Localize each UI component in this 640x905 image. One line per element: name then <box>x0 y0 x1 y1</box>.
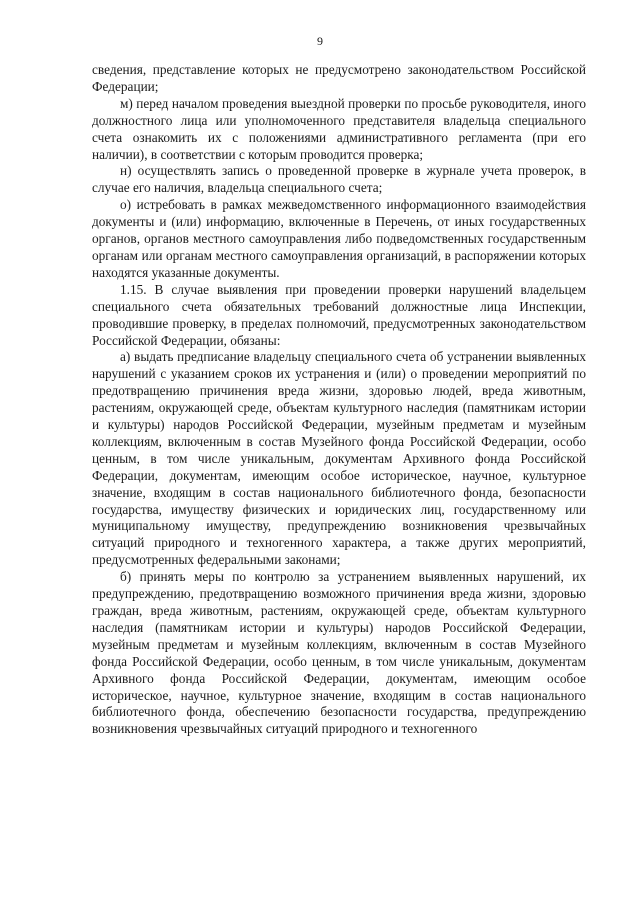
paragraph-item-n: н) осуществлять запись о проведенной проверке в журнале учета проверок, в случае его наличия, владельца специального счета; <box>92 163 586 196</box>
paragraph-item-o: о) истребовать в рамках межведомственного информационного взаимодействия документы и (или) информацию, включенные в Перечень, от иных государственных органов, органов местного самоуправления либо подведомственных государственным органам или органам местного самоуправления организаций, в распоряжении которых находятся указанные документы. <box>92 197 586 280</box>
document-body <box>92 62 586 738</box>
paragraph-item-m: м) перед началом проведения выездной проверки по просьбе руководителя, иного должностного лица или уполномоченного представителя владельца специального счета ознакомить их с положениями административного регламента (при его наличии), в соответствии с которым проводится проверка; <box>92 95 586 162</box>
page-number: 9 <box>317 34 323 48</box>
paragraph-section-1-15: 1.15. В случае выявления при проведении проверки нарушений владельцем специального счета обязательных требований должностные лица Инспекции, проводившие проверку, в пределах полномочий, предусмотренных законодательством Российской Федерации, обязаны: <box>92 281 586 348</box>
paragraph-continuation: сведения, представление которых не предусмотрено законодательством Российской Федерации; <box>92 62 586 94</box>
paragraph-item-b: б) принять меры по контролю за устранением выявленных нарушений, их предупреждению, предотвращению возможного причинения вреда жизни, здоровью граждан, вреда животным, растениям, окружающей среде, объектам культурного наследия (памятникам истории и культуры) народов Российской Федерации, музейным предметам и музейным коллекциям, включенным в состав Музейного фонда Российской Федерации, особо ценным, в том числе уникальным, документам Архивного фонда Российской Федерации, документам, имеющим особое историческое, научное, культурное значение, входящим в состав национального библиотечного фонда, обеспечению безопасности государства, предупреждению возникновения чрезвычайных ситуаций природного и техногенного <box>92 569 586 737</box>
paragraph-item-a: а) выдать предписание владельцу специального счета об устранении выявленных нарушений с указанием сроков их устранения и (или) о проведении мероприятий по предотвращению причинения вреда жизни, здоровью людей, вреда животным, растениям, окружающей среде, объектам культурного наследия (памятникам истории и культуры) народов Российской Федерации, музейным предметам и музейным коллекциям, включенным в состав Музейного фонда Российской Федерации, особо ценным, в том числе уникальным, документам Архивного фонда Российской Федерации, документам, имеющим особое историческое, научное, культурное значение, входящим в состав национального библиотечного фонда, безопасности государства, имуществу физических и юридических лиц, государственному или муниципальному имуществу, предупреждению возникновения чрезвычайных ситуаций природного и техногенного характера, а также других мероприятий, предусмотренных федеральными законами; <box>92 349 586 568</box>
